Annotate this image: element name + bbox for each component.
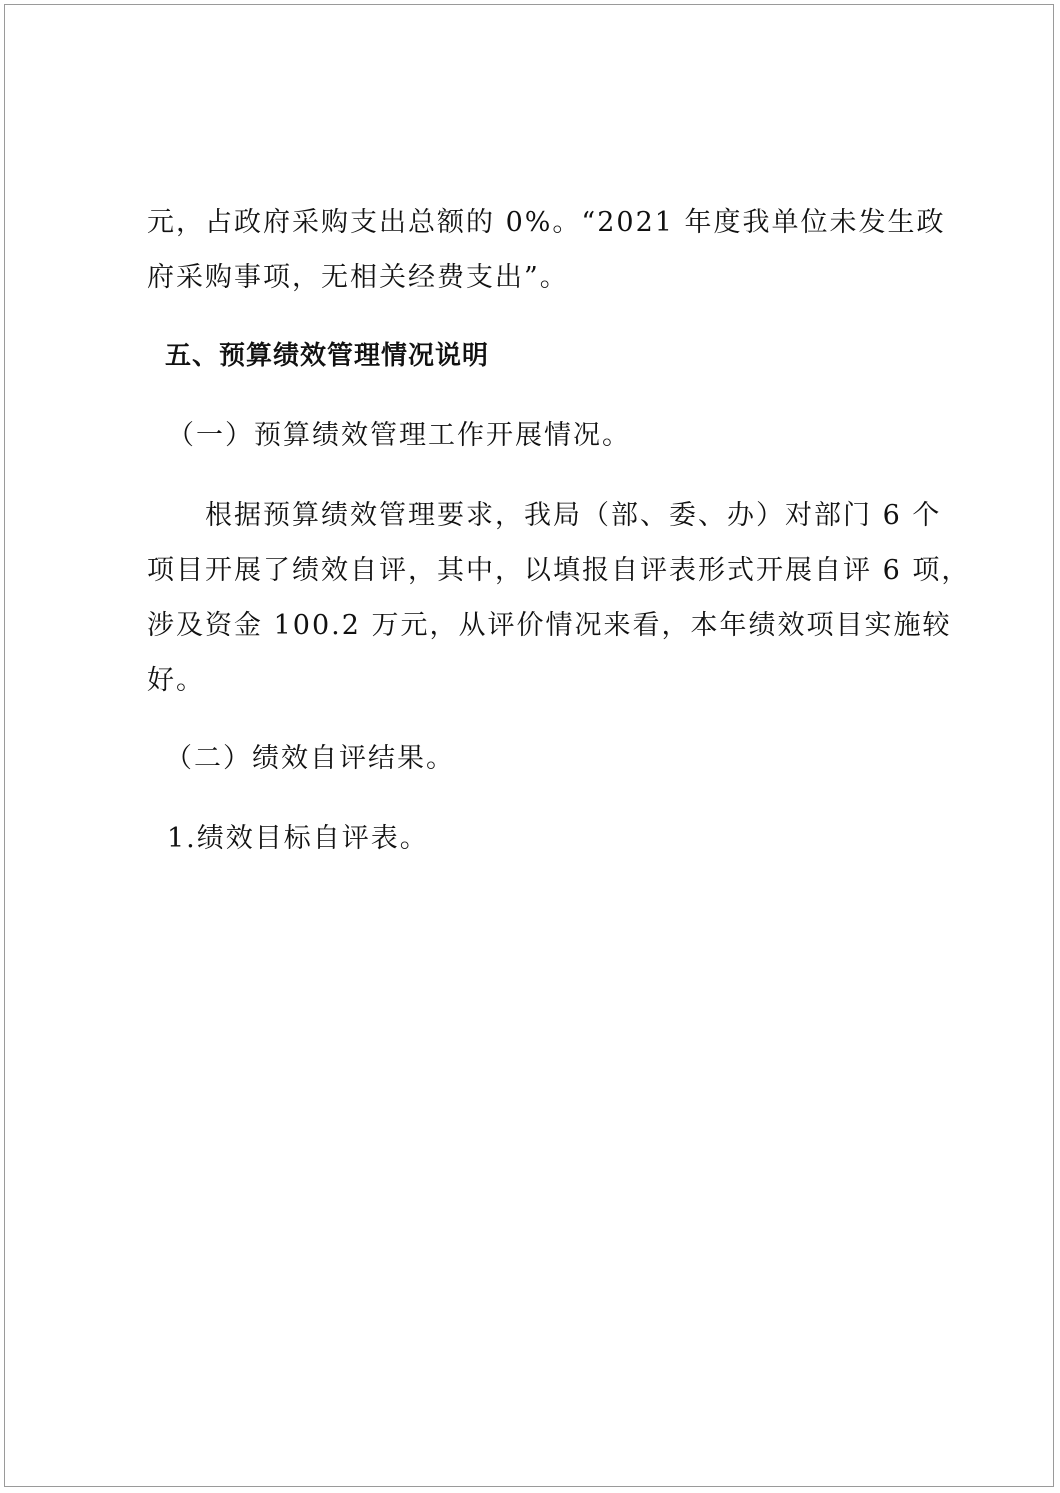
subsection-one-heading: （一）预算绩效管理工作开展情况。 — [167, 420, 631, 451]
section-five-heading: 五、预算绩效管理情况说明 — [165, 341, 490, 371]
paragraph-performance-line-1: 根据预算绩效管理要求，我局（部、委、办）对部门 6 个 — [205, 500, 942, 531]
document-page — [4, 4, 1054, 1487]
paragraph-intro-line-1: 元，占政府采购支出总额的 0%。“2021 年度我单位未发生政 — [147, 207, 946, 238]
paragraph-performance-line-2: 项目开展了绩效自评，其中，以填报自评表形式开展自评 6 项， — [147, 555, 971, 586]
paragraph-performance-line-4: 好。 — [147, 665, 205, 696]
subsection-two-heading: （二）绩效自评结果。 — [165, 743, 455, 774]
item-one-heading: 1.绩效目标自评表。 — [167, 823, 429, 854]
paragraph-intro-line-2: 府采购事项，无相关经费支出”。 — [147, 262, 569, 293]
paragraph-performance-line-3: 涉及资金 100.2 万元，从评价情况来看，本年绩效项目实施较 — [147, 610, 952, 641]
